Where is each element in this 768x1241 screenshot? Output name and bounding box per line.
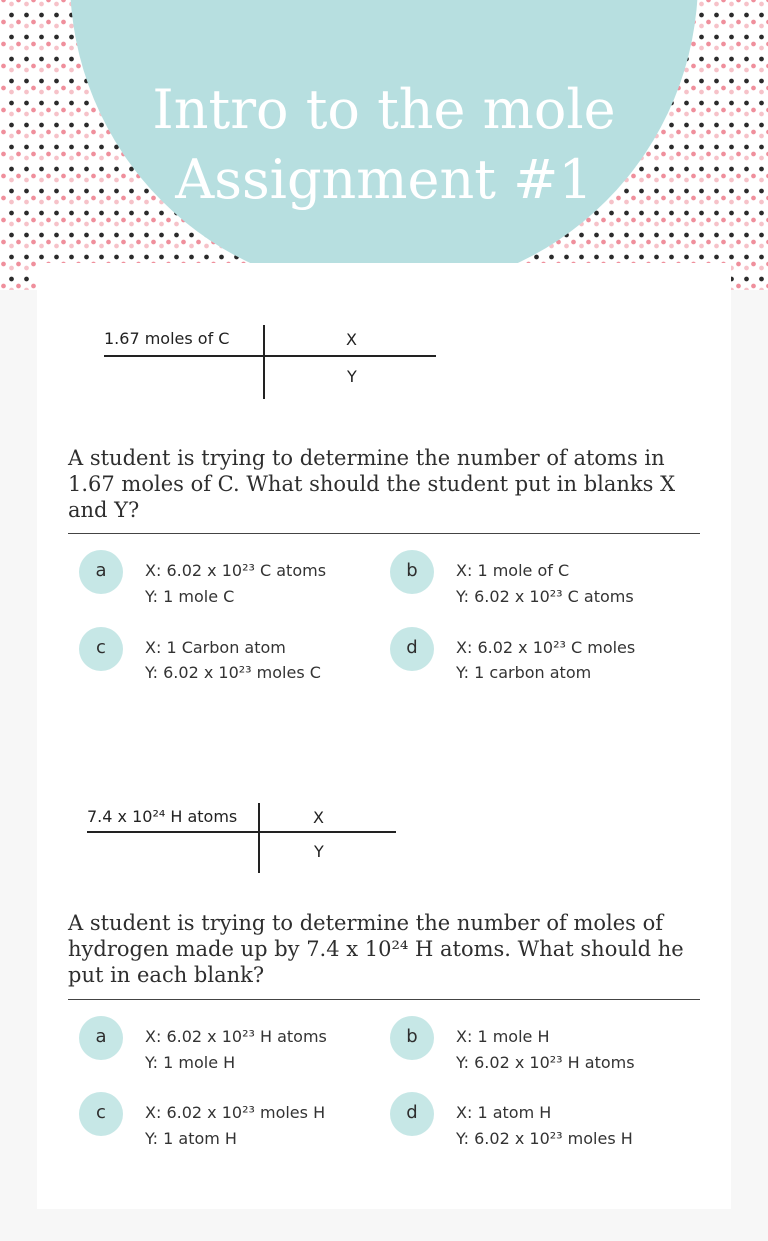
q1-option-b-badge[interactable]: b — [390, 550, 434, 594]
q1-t-chart-vertical-line — [263, 325, 265, 399]
q1-option-c-line1: X: 1 Carbon atom — [145, 638, 286, 657]
q1-option-c-line2: Y: 6.02 x 10²³ moles C — [145, 663, 321, 682]
q1-t-chart-x: X — [346, 330, 357, 349]
q2-option-b-line2: Y: 6.02 x 10²³ H atoms — [456, 1053, 635, 1072]
q1-question-text: A student is trying to determine the number of atoms in 1.67 moles of C. What should the student put in blanks X and Y? — [68, 446, 676, 522]
q2-option-d-badge[interactable]: d — [390, 1092, 434, 1136]
q2-option-c-line2: Y: 1 atom H — [145, 1129, 237, 1148]
q2-option-d-line2: Y: 6.02 x 10²³ moles H — [456, 1129, 633, 1148]
q1-option-a-badge[interactable]: a — [79, 550, 123, 594]
page-title-line2: Assignment #1 — [175, 148, 593, 211]
q1-option-d-line2: Y: 1 carbon atom — [456, 663, 592, 682]
q2-t-chart-vertical-line — [258, 803, 260, 873]
q2-option-d-line1: X: 1 atom H — [456, 1103, 552, 1122]
page-title-line1: Intro to the mole — [152, 78, 616, 141]
q1-t-chart-given: 1.67 moles of C — [104, 329, 230, 348]
q1-option-d-badge[interactable]: d — [390, 627, 434, 671]
q2-t-chart-x: X — [313, 808, 324, 827]
q2-option-a-line2: Y: 1 mole H — [145, 1053, 236, 1072]
q2-option-c-badge[interactable]: c — [79, 1092, 123, 1136]
q2-t-chart-given: 7.4 x 10²⁴ H atoms — [87, 807, 238, 826]
q2-option-c-line1: X: 6.02 x 10²³ moles H — [145, 1103, 326, 1122]
q2-option-a-line1: X: 6.02 x 10²³ H atoms — [145, 1027, 327, 1046]
q1-option-b-line1: X: 1 mole of C — [456, 561, 570, 580]
title-circle — [70, 0, 698, 290]
q2-option-a-badge[interactable]: a — [79, 1016, 123, 1060]
q2-divider — [68, 999, 700, 1000]
q2-t-chart-y: Y — [314, 842, 324, 861]
q1-option-a-line2: Y: 1 mole C — [145, 587, 235, 606]
q2-option-b-line1: X: 1 mole H — [456, 1027, 550, 1046]
q1-option-d-line1: X: 6.02 x 10²³ C moles — [456, 638, 636, 657]
q1-option-a-line1: X: 6.02 x 10²³ C atoms — [145, 561, 327, 580]
q1-option-c-badge[interactable]: c — [79, 627, 123, 671]
q2-question-text: A student is trying to determine the number of moles of hydrogen made up by 7.4 x 10²⁴ H atoms. What should he put in each blank? — [68, 911, 684, 987]
header-banner — [0, 0, 768, 290]
q1-t-chart-horizontal-line — [104, 355, 436, 357]
q1-option-b-line2: Y: 6.02 x 10²³ C atoms — [456, 587, 634, 606]
q2-t-chart-horizontal-line — [87, 831, 396, 833]
q1-divider — [68, 533, 700, 534]
q1-t-chart-y: Y — [347, 367, 357, 386]
q2-option-b-badge[interactable]: b — [390, 1016, 434, 1060]
